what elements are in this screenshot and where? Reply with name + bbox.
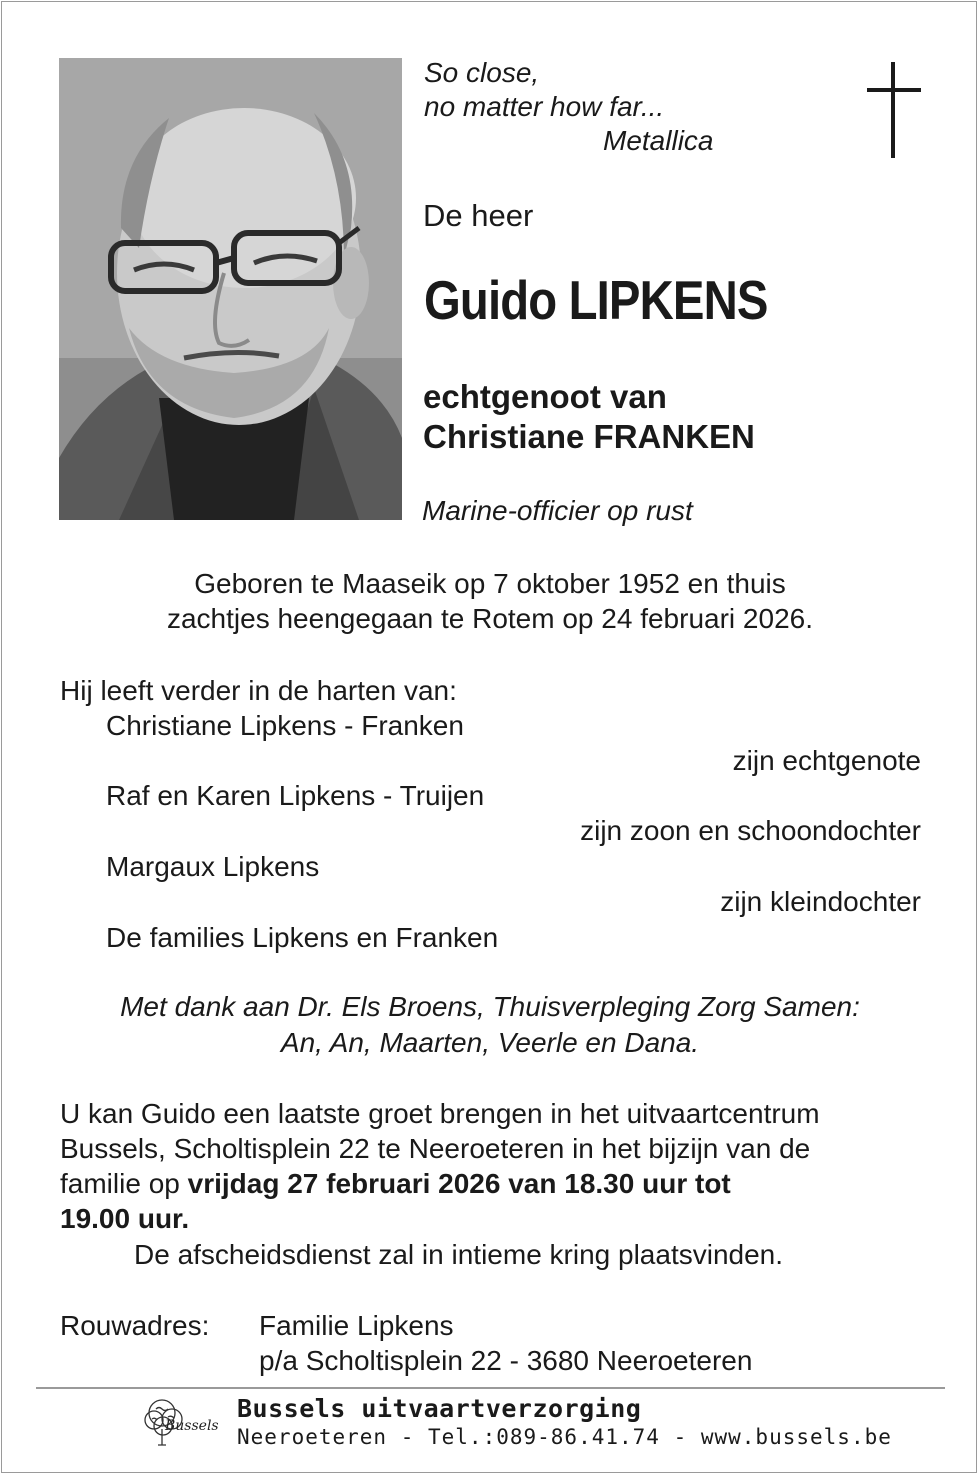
spouse-line-2: Christiane FRANKEN [423, 418, 755, 455]
visit-line-3 [60, 1166, 731, 1201]
visit-line-4 [60, 1201, 189, 1236]
survivor-relation: zijn kleindochter [720, 886, 921, 917]
company-name: Bussels uitvaartverzorging [237, 1394, 642, 1423]
born-line-1: Geboren te Maaseik op 7 oktober 1952 en thuis [194, 568, 786, 599]
visit-end-time: 19.00 uur. [60, 1203, 190, 1234]
deceased-name: Guido LIPKENS [424, 269, 768, 331]
footer-divider [36, 1387, 945, 1389]
bussels-logo [132, 1393, 222, 1451]
born-line-2: zachtjes heengegaan te Rotem op 24 februari 2026. [166, 603, 813, 634]
thanks-line-2: An, An, Maarten, Veerle en Dana. [280, 1027, 700, 1058]
title-prefix: De heer [423, 198, 534, 233]
thanks-line-1: Met dank aan Dr. Els Broens, Thuisverpleging Zorg Samen: [120, 991, 860, 1022]
cross-icon [864, 60, 924, 160]
company-contact: Neeroeteren - Tel.:089-86.41.74 - www.bussels.be [237, 1425, 892, 1449]
survivors-intro: Hij leeft verder in de harten van: [60, 675, 457, 706]
survivor-name: Raf en Karen Lipkens - Truijen [106, 780, 485, 811]
visit-date-time: vrijdag 27 februari 2026 van 18.30 uur tot [187, 1168, 731, 1199]
spouse-line-1: echtgenoot van [423, 378, 667, 415]
quote-line-1: So close, [424, 57, 540, 88]
address-label: Rouwadres: [60, 1310, 210, 1341]
visit-line-1: U kan Guido een laatste groet brengen in het uitvaartcentrum [60, 1098, 820, 1129]
address-line-1: Familie Lipkens [259, 1310, 454, 1341]
portrait-illustration [59, 58, 402, 520]
visit-line-2: Bussels, Scholtisplein 22 te Neeroeteren in het bijzijn van de [60, 1133, 811, 1164]
quote-author: Metallica [603, 125, 714, 156]
survivor-name: Christiane Lipkens - Franken [106, 710, 464, 741]
visit-line-5: De afscheidsdienst zal in intieme kring plaatsvinden. [134, 1239, 784, 1270]
quote-line-2: no matter how far... [424, 91, 665, 122]
address-line-2: p/a Scholtisplein 22 - 3680 Neeroeteren [259, 1345, 753, 1376]
survivor-name: Margaux Lipkens [106, 851, 320, 882]
visit-line-3-prefix: familie op [60, 1168, 188, 1199]
logo-text: Bussels [165, 1418, 219, 1434]
survivor-relation: zijn echtgenote [732, 745, 921, 776]
portrait-photo [59, 58, 402, 520]
occupation: Marine-officier op rust [422, 495, 693, 526]
survivor-name: De families Lipkens en Franken [106, 922, 499, 953]
survivor-relation: zijn zoon en schoondochter [580, 815, 921, 846]
